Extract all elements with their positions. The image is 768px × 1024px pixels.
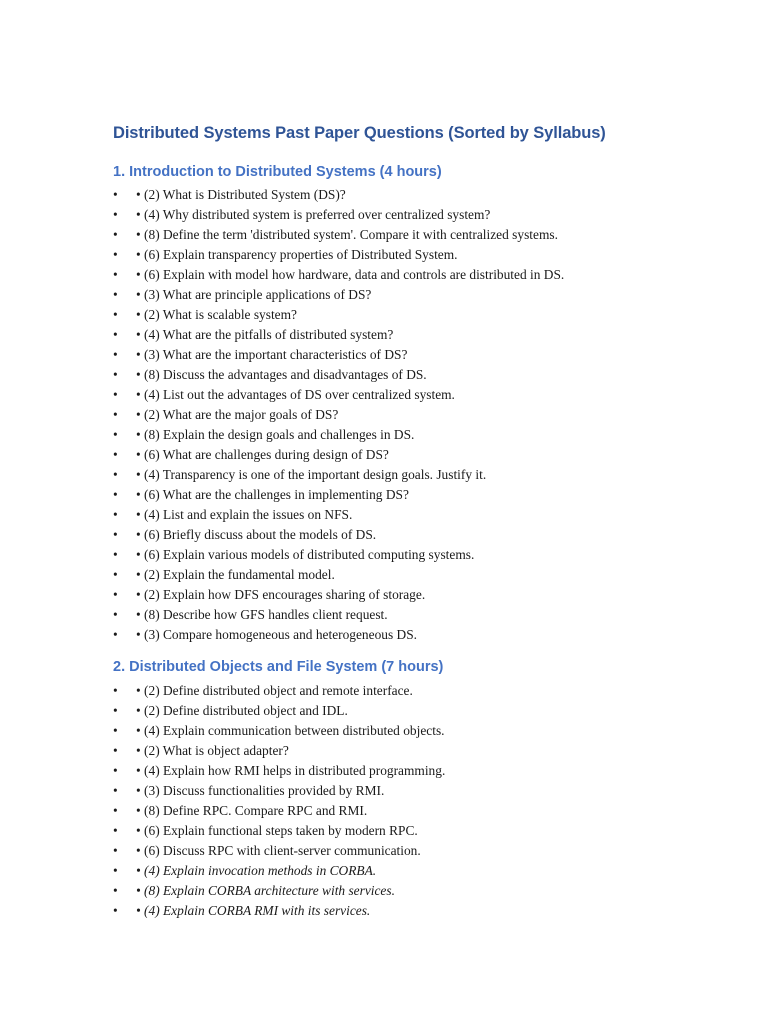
section-heading-distributed-objects: 2. Distributed Objects and File System (7 hours) xyxy=(113,659,444,675)
question-text: • (8) Define the term 'distributed system'. Compare it with centralized systems. xyxy=(136,227,558,242)
bullet-icon: • xyxy=(113,903,118,918)
question-text: • (6) What are the challenges in implementing DS? xyxy=(136,487,409,502)
bullet-icon: • xyxy=(113,507,118,522)
question-text: • (4) Transparency is one of the important design goals. Justify it. xyxy=(136,467,487,482)
question-text: • (3) Compare homogeneous and heterogeneous DS. xyxy=(136,627,417,642)
bullet-icon: • xyxy=(113,587,118,602)
section-heading-introduction: 1. Introduction to Distributed Systems (4 hours) xyxy=(113,164,442,180)
bullet-icon: • xyxy=(113,883,118,898)
question-text: • (6) What are challenges during design of DS? xyxy=(136,447,389,462)
question-text: • (2) Define distributed object and IDL. xyxy=(136,703,348,718)
bullet-icon: • xyxy=(113,723,118,738)
question-text: • (8) Explain CORBA architecture with services. xyxy=(136,883,395,898)
bullet-icon: • xyxy=(113,287,118,302)
bullet-icon: • xyxy=(113,527,118,542)
bullet-icon: • xyxy=(113,207,118,222)
bullet-icon: • xyxy=(113,247,118,262)
question-text: • (2) What are the major goals of DS? xyxy=(136,407,339,422)
bullet-icon: • xyxy=(113,703,118,718)
question-text: • (8) Describe how GFS handles client request. xyxy=(136,607,388,622)
bullet-icon: • xyxy=(113,187,118,202)
bullet-icon: • xyxy=(113,683,118,698)
bullet-icon: • xyxy=(113,743,118,758)
question-text: • (6) Explain with model how hardware, data and controls are distributed in DS. xyxy=(136,267,565,282)
bullet-icon: • xyxy=(113,823,118,838)
bullet-icon: • xyxy=(113,567,118,582)
bullet-icon: • xyxy=(113,863,118,878)
question-text: • (8) Define RPC. Compare RPC and RMI. xyxy=(136,803,368,818)
question-text: • (2) What is scalable system? xyxy=(136,307,297,322)
bullet-icon: • xyxy=(113,367,118,382)
bullet-icon: • xyxy=(113,447,118,462)
question-text: • (2) What is object adapter? xyxy=(136,743,289,758)
question-text: • (4) Explain communication between distributed objects. xyxy=(136,723,445,738)
bullet-icon: • xyxy=(113,387,118,402)
bullet-icon: • xyxy=(113,467,118,482)
bullet-icon: • xyxy=(113,327,118,342)
question-text: • (6) Explain various models of distributed computing systems. xyxy=(136,547,475,562)
document-title: Distributed Systems Past Paper Questions (Sorted by Syllabus) xyxy=(113,124,606,142)
question-text: • (6) Explain functional steps taken by modern RPC. xyxy=(136,823,418,838)
bullet-icon: • xyxy=(113,607,118,622)
question-text: • (4) Why distributed system is preferred over centralized system? xyxy=(136,207,491,222)
question-text: • (2) Explain how DFS encourages sharing of storage. xyxy=(136,587,426,602)
bullet-icon: • xyxy=(113,267,118,282)
question-text: • (4) List and explain the issues on NFS. xyxy=(136,507,353,522)
bullet-icon: • xyxy=(113,227,118,242)
question-text: • (6) Explain transparency properties of Distributed System. xyxy=(136,247,458,262)
question-text: • (4) Explain CORBA RMI with its services. xyxy=(136,903,371,918)
bullet-icon: • xyxy=(113,627,118,642)
question-text: • (6) Discuss RPC with client-server communication. xyxy=(136,843,421,858)
question-text: • (2) Define distributed object and remote interface. xyxy=(136,683,413,698)
bullet-icon: • xyxy=(113,803,118,818)
question-text: • (3) Discuss functionalities provided by RMI. xyxy=(136,783,385,798)
question-text: • (2) What is Distributed System (DS)? xyxy=(136,187,346,202)
question-text: • (3) What are principle applications of DS? xyxy=(136,287,372,302)
bullet-icon: • xyxy=(113,783,118,798)
bullet-icon: • xyxy=(113,843,118,858)
question-text: • (6) Briefly discuss about the models of DS. xyxy=(136,527,377,542)
bullet-icon: • xyxy=(113,487,118,502)
question-text: • (4) Explain invocation methods in CORBA. xyxy=(136,863,377,878)
question-text: • (8) Discuss the advantages and disadvantages of DS. xyxy=(136,367,427,382)
bullet-icon: • xyxy=(113,427,118,442)
bullet-icon: • xyxy=(113,307,118,322)
question-text: • (4) List out the advantages of DS over centralized system. xyxy=(136,387,455,402)
bullet-icon: • xyxy=(113,407,118,422)
bullet-icon: • xyxy=(113,547,118,562)
question-text: • (2) Explain the fundamental model. xyxy=(136,567,335,582)
question-text: • (3) What are the important characteristics of DS? xyxy=(136,347,408,362)
bullet-icon: • xyxy=(113,347,118,362)
question-text: • (4) Explain how RMI helps in distributed programming. xyxy=(136,763,446,778)
bullet-icon: • xyxy=(113,763,118,778)
question-text: • (4) What are the pitfalls of distributed system? xyxy=(136,327,394,342)
question-text: • (8) Explain the design goals and challenges in DS. xyxy=(136,427,415,442)
